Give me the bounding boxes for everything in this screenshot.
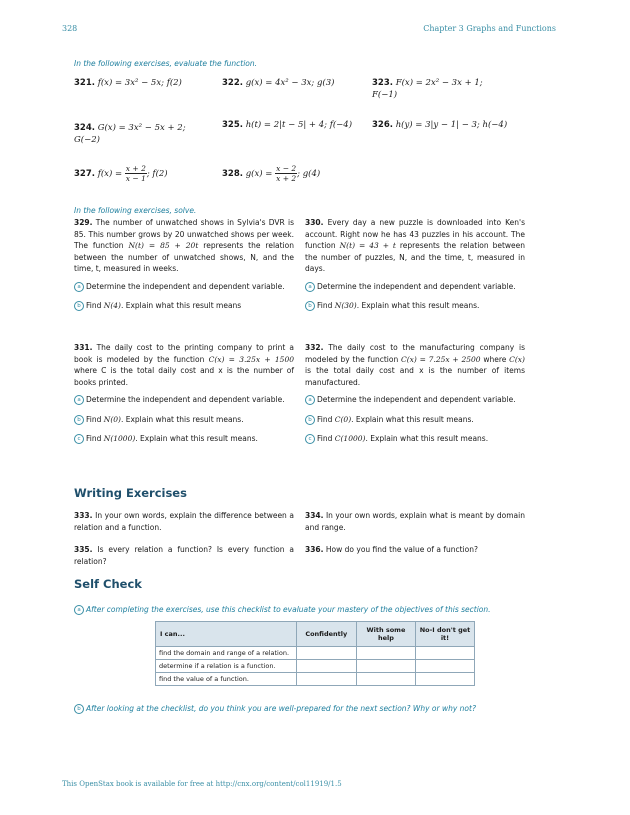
table-header-i-can: I can... bbox=[156, 622, 297, 647]
checkbox-cell[interactable] bbox=[415, 660, 474, 673]
table-header-dont-get-it: No-I don't get it! bbox=[415, 622, 474, 647]
row-label: find the domain and range of a relation. bbox=[156, 647, 297, 660]
exercise-335: 335. Is every relation a function? Is every function a relation? bbox=[74, 545, 294, 566]
self-check-heading: Self Check bbox=[74, 577, 142, 591]
table-row bbox=[156, 647, 475, 660]
exercise-332-part-b: b Find C(0). Explain what this result means. bbox=[305, 414, 525, 426]
exercise-330 bbox=[305, 217, 525, 312]
checkbox-cell[interactable] bbox=[356, 660, 415, 673]
exercise-322: 322. g(x) = 4x² − 3x; g(3) bbox=[222, 78, 335, 88]
exercise-334: 334. In your own words, explain what is meant by domain and range. bbox=[305, 511, 525, 532]
exercise-326: 326. h(y) = 3|y − 1| − 3; h(−4) bbox=[372, 120, 508, 130]
self-check-instruction-b: b After looking at the checklist, do you think you are well-prepared for the next section? Why or why not? bbox=[74, 704, 534, 714]
exercise-330-part-b: b Find N(30). Explain what this result means. bbox=[305, 300, 525, 312]
exercise-332 bbox=[305, 342, 525, 445]
exercise-333: 333. In your own words, explain the difference between a relation and a function. bbox=[74, 511, 294, 532]
page-number: 328 bbox=[62, 24, 78, 33]
checkbox-cell[interactable] bbox=[296, 673, 356, 686]
row-label: determine if a relation is a function. bbox=[156, 660, 297, 673]
exercise-330-part-a: a Determine the independent and dependent variable. bbox=[305, 281, 525, 293]
exercise-331-part-b: b Find N(0). Explain what this result means. bbox=[74, 414, 294, 426]
exercise-325: 325. h(t) = 2|t − 5| + 4; f(−4) bbox=[222, 120, 353, 130]
evaluate-intro: In the following exercises, evaluate the function. bbox=[74, 59, 258, 68]
exercise-331-part-c: c Find N(1000). Explain what this result means. bbox=[74, 433, 294, 445]
checkbox-cell[interactable] bbox=[356, 647, 415, 660]
fraction: $\frac{x - 2}{x + 2}$ bbox=[276, 164, 297, 183]
exercise-330-text: 330. Every day a new puzzle is downloaded into Ken's account. Right now he has 43 puzzles in his account. The function N(t) = 43 + t represents the relation between the number of puzzles, N, and the time, t, measured in days. bbox=[305, 218, 526, 273]
exercise-321: 321. f(x) = 3x² − 5x; f(2) bbox=[74, 78, 182, 88]
fraction: $\frac{x + 2}{x - 1}$ bbox=[125, 164, 146, 183]
exercise-329-text: 329. The number of unwatched shows in Sylvia's DVR is 85. This number grows by 20 unwatched shows per week. The function N(t) = 85 + 20t represents the relation between the number of unwatched shows, N, and the time, t, measured in weeks. bbox=[74, 218, 295, 273]
exercise-329-part-a: a Determine the independent and dependent variable. bbox=[74, 281, 294, 293]
exercise-331-part-a: a Determine the independent and dependent variable. bbox=[74, 394, 294, 406]
checkbox-cell[interactable] bbox=[415, 673, 474, 686]
exercise-327: 327. f(x) = $\frac{x + 2}{x - 1}$ ; f(2) bbox=[74, 164, 168, 183]
self-check-table bbox=[155, 621, 475, 686]
exercise-329 bbox=[74, 217, 294, 312]
footer-text: This OpenStax book is available for free at http://cnx.org/content/col11919/1.5 bbox=[62, 780, 342, 788]
checkbox-cell[interactable] bbox=[415, 647, 474, 660]
exercise-331-text: 331. The daily cost to the printing company to print a book is modeled by the function C(x) = 3.25x + 1500 where C is the total daily cost and x is the number of books printed. bbox=[74, 343, 294, 387]
table-row bbox=[156, 660, 475, 673]
exercise-331 bbox=[74, 342, 294, 445]
exercise-336: 336. How do you find the value of a function? bbox=[305, 545, 478, 554]
table-row bbox=[156, 673, 475, 686]
table-header-some-help: With some help bbox=[356, 622, 415, 647]
exercise-328: 328. g(x) = $\frac{x - 2}{x + 2}$ ; g(4) bbox=[222, 164, 321, 183]
chapter-title: Chapter 3 Graphs and Functions bbox=[423, 24, 556, 33]
self-check-instruction-a: a After completing the exercises, use this checklist to evaluate your mastery of the objectives of this section. bbox=[74, 605, 534, 615]
exercise-332-part-c: c Find C(1000). Explain what this result means. bbox=[305, 433, 525, 445]
checkbox-cell[interactable] bbox=[296, 660, 356, 673]
exercise-329-part-b: b Find N(4). Explain what this result means bbox=[74, 300, 294, 312]
exercise-332-part-a: a Determine the independent and dependent variable. bbox=[305, 394, 525, 406]
exercise-332-text: 332. The daily cost to the manufacturing company is modeled by the function C(x) = 7.25x + 2500 where C(x) is the total daily cost and x is the number of items manufactured. bbox=[305, 343, 525, 387]
writing-exercises-heading: Writing Exercises bbox=[74, 486, 187, 500]
exercise-323: 323. F(x) = 2x² − 3x + 1; F(−1) bbox=[372, 78, 483, 100]
checkbox-cell[interactable] bbox=[356, 673, 415, 686]
exercise-324: 324. G(x) = 3x² − 5x + 2; G(−2) bbox=[74, 123, 186, 145]
row-label: find the value of a function. bbox=[156, 673, 297, 686]
checkbox-cell[interactable] bbox=[296, 647, 356, 660]
table-header-confidently: Confidently bbox=[296, 622, 356, 647]
solve-intro: In the following exercises, solve. bbox=[74, 206, 197, 215]
